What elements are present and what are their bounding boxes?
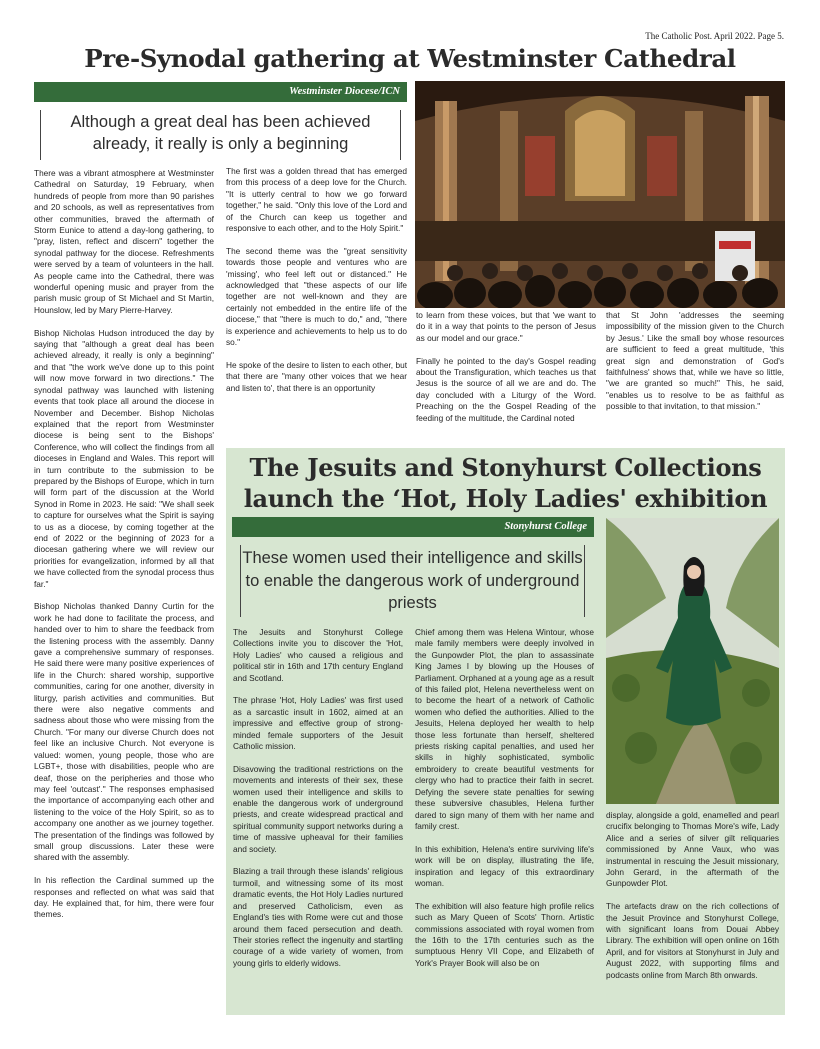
paragraph: In his reflection the Cardinal summed up the responses and reflected on what was said that day. He explained that, for him, there were four themes.: [34, 875, 214, 920]
feature-headline-line: The Jesuits and Stonyhurst Collections: [249, 453, 762, 482]
paragraph: The phrase 'Hot, Holy Ladies' was first used as a sarcastic insult in 1602, aimed at an impressive and effective group of strong-minded female supporters of the Jesuit Catholic mission.: [233, 695, 403, 752]
article-column: [606, 310, 784, 450]
paragraph: to learn from these voices, but that 'we want to do it in a way that points to the person of Jesus as our model and our grace.": [416, 310, 596, 343]
paragraph: The Jesuits and Stonyhurst College Collections invite you to discover the 'Hot, Holy Ladies' who caused a religious and political stir in 16th and 17th century England and Scotland.: [233, 627, 403, 683]
paragraph: Chief among them was Helena Wintour, whose male family members were deeply involved in the Gunpowder Plot, the plan to assassinate King James I by blowing up the Houses of Parliament. Orphaned at a young age as a result of this failed plot, Helena nevertheless went on to become the heart of a network of Catholic women who defied the authorities. Allied to the Jesuits, Helena deployed her wealth to help those less fortunate than herself, sheltered priests risking capital penalties, and used her skills in highly sophisticated, symbolic embroidery to create beautiful vestments for clergy who had to practice their faith in secret. Defying the severe state penalties for sewing these subversive chasubles, Helena further dared to sign many of them with her name and family crest.: [415, 627, 594, 831]
paragraph: He spoke of the desire to listen to each other, but that there are "many other voices that we hear and listen to', that there is an opportunity: [226, 359, 407, 393]
exhibition-photo: [606, 518, 779, 804]
paragraph: In this exhibition, Helena's entire surviving life's work will be on display, illustrating the life, inspiration and legacy of this extraordinary woman.: [415, 843, 594, 888]
pullquote: Although a great deal has been achieved already, it really is only a beginning: [40, 110, 401, 160]
paragraph: display, alongside a gold, enamelled and pearl crucifix belonging to Thomas More's wife, Lady Alice and a series of silver gilt reliquaries commissioned by Anne Vaux, who was instrumental in rescuing the Jesuit missionary, John Gerard, in the aftermath of the Gunpowder Plot.: [606, 810, 779, 889]
article-column: [416, 310, 596, 450]
paragraph: Bishop Nicholas Hudson introduced the day by saying that "although a great deal has been achieved already, it really is only a beginning" and that "the work we've done up to this point will now move forward in two directions." The synodal pathway was launched with listening events that took place all around the diocese in November and December. Bishop Nicholas explained that the report from Westminster diocese is being sent to the Bishops' Conference, who will collect the findings from all dioceses in England and Wales. This report will in turn contribute to the submission to be prepared by the Bishops of Europe, which in turn will form part of the discussion at the World Synod in Rome in 2023. He said: "We shall seek to capture for ourselves what the Spirit is saying to us as a diocese, by coming together at the end of 2022 or the beginning of 2023 for a diocesan gathering where we will review our priorities for evangelization, informed by all that we have collected from the synodal process thus far.": [34, 327, 214, 589]
article-column: [233, 627, 403, 1007]
paragraph: The artefacts draw on the rich collections of the Jesuit Province and Stonyhurst College, with significant loans from Douai Abbey Library. The exhibition will open online on 16th April, and for visitors at Stonyhurst in July and August 2022, with supporting films and podcasts online from March 8th onwards.: [606, 901, 779, 980]
paragraph: that St John 'addresses the seeming impossibility of the mission given to the Church by Jesus.' Like the small boy whose resources are sufficient to feed a great multitude, 'this great sign and demonstration of God's faithfulness' shows that, while we have so little, "we are granted so much!" This, he said, "enables us to resolve to be as faithful as possible to that invitation, to that mission.": [606, 310, 784, 412]
paragraph: Bishop Nicholas thanked Danny Curtin for the work he had done to facilitate the process, and handed over to him to share the feedback from the listening process with the assembly. Danny gave a comprehensive summary of responses. He said there were many positive experiences of life in the Church: shared worship, supportive communities, caring for one another, diversity in liturgy, parish activities and communities. But there were also negative comments and sadness about those who were missing from the Church. "For many our diverse Church does not feel like an inclusive Church. Not everyone is valued: women, young people, those who are LGBT+, those with disabilities, people who are deaf, those on the peripheries and those who may feel 'outcast'." The responses emphasised the importance of accompanying each other and listening to the voice of the Holy Spirit, so as to accompany one another as we journey together. The presentation of the findings was followed by small group discussions. Later these were shared with the assembly.: [34, 601, 214, 863]
paragraph: The second theme was the "great sensitivity towards those people and ventures who are 'missing', who feel left out or distanced." He acknowledged that "these aspects of our life together are not well-known and they are certainly not embedded in the entire life of the diocese," that "there is much to do," and, "there is experience and achievements to help us to do so.": [226, 245, 407, 348]
article-column: [34, 168, 214, 1018]
paragraph: The first was a golden thread that has emerged from this process of a deep love for the Church. "It is utterly central to how we go forward together," he said. "Only this love of the Lord and of the Church can keep us together and responsive to each other, and to the Holy Spirit.": [226, 166, 407, 234]
article-column: [606, 810, 779, 1010]
paragraph: Blazing a trail through these islands' religious turmoil, and witnessing some of its most dramatic events, the Hot Holy Ladies nurtured and preserved Catholicism, even as England's ties with Rome were cut and those around them faced persecution and death. Their stories reflect the ingenuity and startling courage of a wide variety of women, from young girls to elderly widows.: [233, 866, 403, 968]
feature-headline: [226, 452, 785, 514]
paragraph: Finally he pointed to the day's Gospel reading about the Transfiguration, which teaches us that Jesus is the source of all we are and do. The day concluded with a Liturgy of the Word. Preaching on the the Gospel Reading of the feeding of the multitude, the Cardinal noted: [416, 355, 596, 423]
feature-headline-line: launch the ‘Hot, Holy Ladies' exhibition: [243, 484, 768, 513]
paragraph: The exhibition will also feature high profile relics such as Mary Queen of Scots' Thorn. Artistic commissions associated with royal women from the 16th to the 17th centuries such as the sumptuous Henry VII Cope, and Elizabeth of York's Prayer Book will also be on: [415, 900, 594, 968]
byline-bar: Westminster Diocese/ICN: [34, 82, 407, 102]
paragraph: Disavowing the traditional restrictions on the movements and interests of their sex, these women used their intelligence and skills to enable the dangerous work of underground priests, and create widespread practical and spiritual community support networks during a time of massive upheaval for their families and society.: [233, 763, 403, 854]
byline-bar: Stonyhurst College: [232, 517, 594, 537]
masthead: The Catholic Post. April 2022. Page 5.: [645, 31, 784, 41]
paragraph: There was a vibrant atmosphere at Westminster Cathedral on Saturday, 19 February, when hundreds of people from more than 90 parishes and 20 schools, as well as representatives from other communities, braved the aftermath of Storm Eunice to attend a day-long gathering, to "pray, listen, reflect and discern" together the synodal pathway for the diocese. Refreshments were served by a team of volunteers in the hall. As people came into the Cathedral, there was wonderful opening music and prayer from the parish music group of St Michael and St Martin, Hounslow, led by Mary Pierre-Harvey.: [34, 168, 214, 315]
article-column: [415, 627, 594, 1007]
pullquote: These women used their intelligence and skills to enable the dangerous work of underground priests: [240, 545, 585, 617]
article-column: [226, 166, 407, 446]
article-headline: Pre-Synodal gathering at Westminster Cathedral: [84, 44, 736, 73]
cathedral-photo: [415, 81, 785, 308]
